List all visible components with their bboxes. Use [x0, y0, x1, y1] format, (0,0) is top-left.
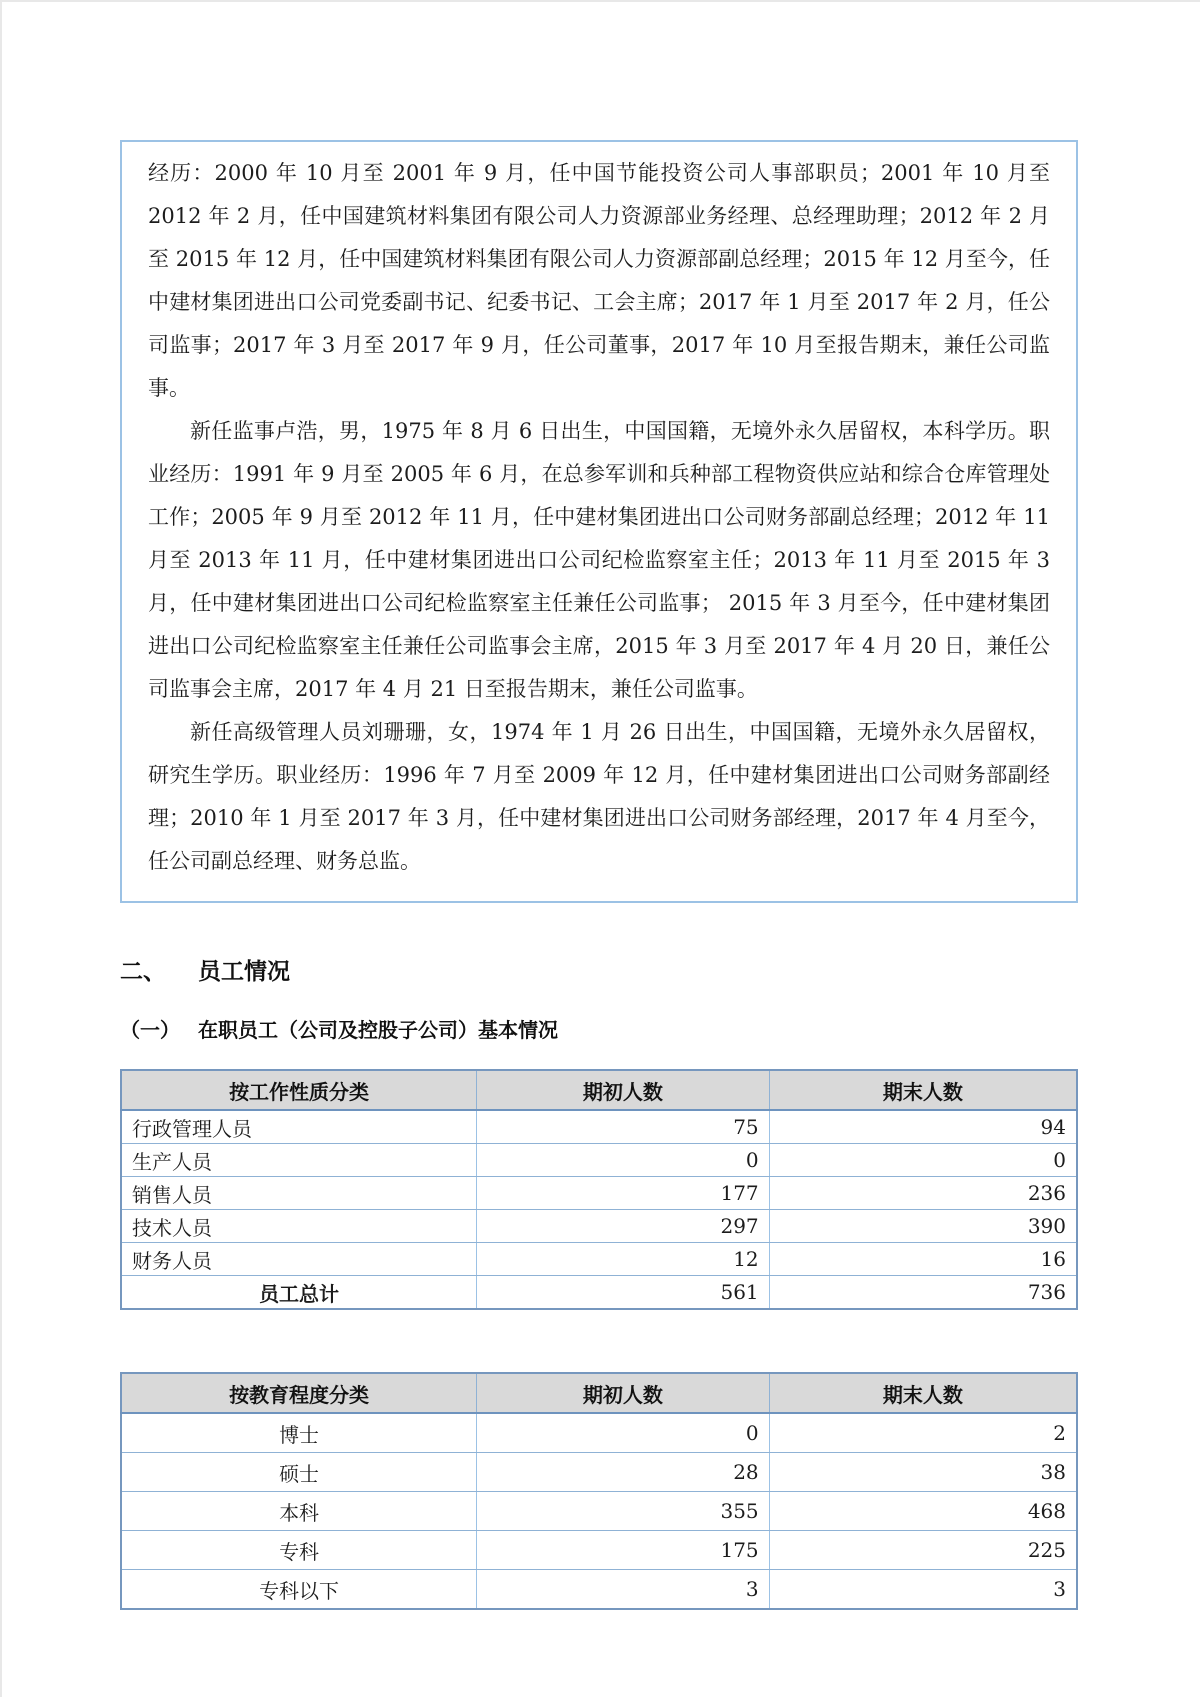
table-cell-label: 行政管理人员 — [121, 1110, 477, 1144]
table-cell-label: 硕士 — [121, 1453, 477, 1492]
table-cell-end-count: 38 — [769, 1453, 1077, 1492]
table-cell-begin-count: 355 — [477, 1492, 770, 1531]
table-cell-total-end-count: 736 — [769, 1276, 1077, 1310]
table-cell-label: 专科以下 — [121, 1570, 477, 1610]
table-cell-label: 本科 — [121, 1492, 477, 1531]
table-row — [121, 1492, 1077, 1531]
table-row — [121, 1210, 1077, 1243]
table-cell-end-count: 468 — [769, 1492, 1077, 1531]
column-header-begin-count: 期初人数 — [477, 1373, 770, 1413]
table-cell-begin-count: 28 — [477, 1453, 770, 1492]
subsection-number: （一） — [120, 1020, 180, 1042]
table-cell-label: 财务人员 — [121, 1243, 477, 1276]
table-cell-begin-count: 175 — [477, 1531, 770, 1570]
table-cell-label: 技术人员 — [121, 1210, 477, 1243]
table-cell-label: 销售人员 — [121, 1177, 477, 1210]
table-row — [121, 1570, 1077, 1610]
table-row — [121, 1243, 1077, 1276]
column-header-end-count: 期末人数 — [769, 1070, 1077, 1110]
biography-text-box — [120, 140, 1078, 903]
table-row — [121, 1413, 1077, 1453]
table-cell-label: 博士 — [121, 1413, 477, 1453]
subsection-title: 在职员工（公司及控股子公司）基本情况 — [198, 1020, 558, 1042]
column-header-begin-count: 期初人数 — [477, 1070, 770, 1110]
table-cell-end-count: 225 — [769, 1531, 1077, 1570]
table-cell-begin-count: 0 — [477, 1413, 770, 1453]
table-row — [121, 1177, 1077, 1210]
table-cell-total-begin-count: 561 — [477, 1276, 770, 1310]
table-row — [121, 1110, 1077, 1144]
table-row — [121, 1453, 1077, 1492]
table-total-row — [121, 1276, 1077, 1310]
section-heading — [120, 953, 1078, 986]
table-cell-label: 生产人员 — [121, 1144, 477, 1177]
biography-paragraph: 新任高级管理人员刘珊珊，女，1974 年 1 月 26 日出生，中国国籍，无境外永久居留权，研究生学历。职业经历：1996 年 7 月至 2009 年 12 月，任中建材集团进出口公司财务部副经理；2010 年 1 月至 2017 年 3 月，任中建材集团进出口公司财务部经理，2017 年 4 月至今，任公司副总经理、财务总监。 — [148, 720, 1050, 873]
table-row — [121, 1531, 1077, 1570]
table-cell-end-count: 236 — [769, 1177, 1077, 1210]
employees-by-education-table — [120, 1372, 1078, 1610]
table-cell-begin-count: 177 — [477, 1177, 770, 1210]
table-cell-end-count: 94 — [769, 1110, 1077, 1144]
table-cell-begin-count: 75 — [477, 1110, 770, 1144]
employees-by-job-table — [120, 1069, 1078, 1310]
table-header-row — [121, 1373, 1077, 1413]
table-cell-label: 专科 — [121, 1531, 477, 1570]
table-cell-end-count: 3 — [769, 1570, 1077, 1610]
table-cell-begin-count: 297 — [477, 1210, 770, 1243]
table-cell-end-count: 390 — [769, 1210, 1077, 1243]
table-spacer — [120, 1310, 1078, 1346]
biography-paragraph: 新任监事卢浩，男，1975 年 8 月 6 日出生，中国国籍，无境外永久居留权，本科学历。职业经历：1991 年 9 月至 2005 年 6 月，在总参军训和兵种部工程物资供应站和综合仓库管理处工作；2005 年 9 月至 2012 年 11 月，任中建材集团进出口公司财务部副总经理；2012 年 11 月至 2013 年 11 月，任中建材集团进出口公司纪检监察室主任；2013 年 11 月至 2015 年 3 月，任中建材集团进出口公司纪检监察室主任兼任公司监事； 2015 年 3 月至今，任中建材集团进出口公司纪检监察室主任兼任公司监事会主席，2015 年 3 月至 2017 年 4 月 20 日，兼任公司监事会主席，2017 年 4 月 21 日至报告期末，兼任公司监事。 — [148, 419, 1050, 701]
subsection-heading — [120, 1014, 1078, 1043]
column-header-category: 按教育程度分类 — [121, 1373, 477, 1413]
table-cell-begin-count: 12 — [477, 1243, 770, 1276]
table-cell-total-label: 员工总计 — [121, 1276, 477, 1310]
column-header-end-count: 期末人数 — [769, 1373, 1077, 1413]
table-cell-end-count: 16 — [769, 1243, 1077, 1276]
table-header-row — [121, 1070, 1077, 1110]
page-content — [120, 0, 1078, 1610]
biography-paragraph: 经历：2000 年 10 月至 2001 年 9 月，任中国节能投资公司人事部职员；2001 年 10 月至 2012 年 2 月，任中国建筑材料集团有限公司人力资源部业务经理、总经理助理；2012 年 2 月至 2015 年 12 月，任中国建筑材料集团有限公司人力资源部副总经理；2015 年 12 月至今，任中建材集团进出口公司党委副书记、纪委书记、工会主席；2017 年 1 月至 2017 年 2 月，任公司监事；2017 年 3 月至 2017 年 9 月，任公司董事，2017 年 10 月至报告期末，兼任公司监事。 — [148, 161, 1050, 400]
table-cell-end-count: 2 — [769, 1413, 1077, 1453]
table-cell-begin-count: 3 — [477, 1570, 770, 1610]
table-cell-begin-count: 0 — [477, 1144, 770, 1177]
section-title: 员工情况 — [198, 958, 290, 984]
table-row — [121, 1144, 1077, 1177]
section-number: 二、 — [120, 958, 166, 984]
table-cell-end-count: 0 — [769, 1144, 1077, 1177]
column-header-category: 按工作性质分类 — [121, 1070, 477, 1110]
